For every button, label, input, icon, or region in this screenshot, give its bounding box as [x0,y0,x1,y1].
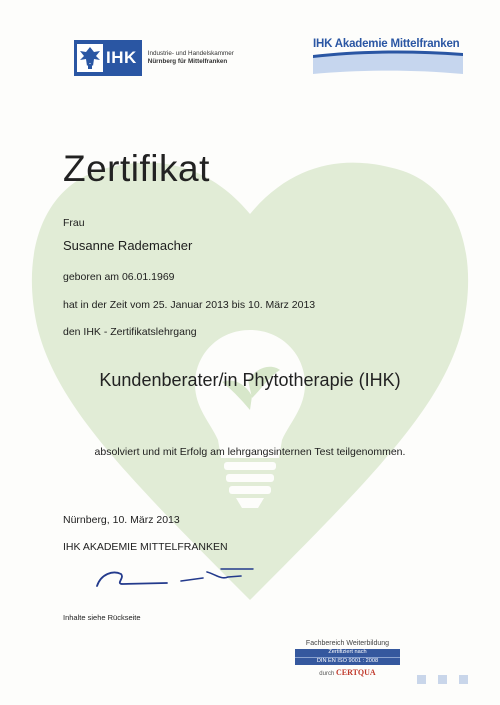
certqua-logo: CERTQUA [335,668,376,677]
course-intro: den IHK - Zertifikatslehrgang [63,326,197,338]
certification-by-word: durch [319,671,335,677]
signature [95,560,255,595]
certificate-title: Zertifikat [63,148,210,189]
eagle-emblem-icon [77,44,103,72]
certification-box [295,649,400,665]
ihk-line-2: Nürnberg für Mittelfranken [147,58,228,65]
certification-box-line-2: DIN EN ISO 9001 : 2008 [295,657,400,666]
ihk-logo [74,40,256,76]
course-name: Kundenberater/in Phytotherapie (IHK) [99,370,401,390]
place-and-date: Nürnberg, 10. März 2013 [63,514,180,526]
birth-date: geboren am 06.01.1969 [63,271,175,283]
ihk-mark: IHK [106,48,137,67]
iso-certification-badge [290,640,405,677]
ihk-chamber-name [148,50,234,66]
ihk-akademie-logo [313,38,463,80]
recipient-name: Susanne Rademacher [63,238,193,253]
certification-by [290,668,405,677]
back-page-note: Inhalte siehe Rückseite [63,613,141,622]
akademie-wave-graphic [313,50,463,74]
decorative-square [459,675,468,684]
decorative-square [417,675,426,684]
akademie-title: IHK Akademie Mittelfranken [313,38,460,50]
certification-box-line-1: Zertifiziert nach [328,649,367,655]
decorative-square [438,675,447,684]
result-statement: absolviert und mit Erfolg am lehrgangsinternen Test teilgenommen. [94,446,406,458]
salutation: Frau [63,217,85,229]
issuer-name: IHK AKADEMIE MITTELFRANKEN [63,541,228,553]
ihk-line-1: Industrie- und Handelskammer [147,50,234,57]
ihk-logo-box [74,40,142,76]
course-period: hat in der Zeit vom 25. Januar 2013 bis 10. März 2013 [63,299,316,311]
certification-department: Fachbereich Weiterbildung [305,640,390,647]
